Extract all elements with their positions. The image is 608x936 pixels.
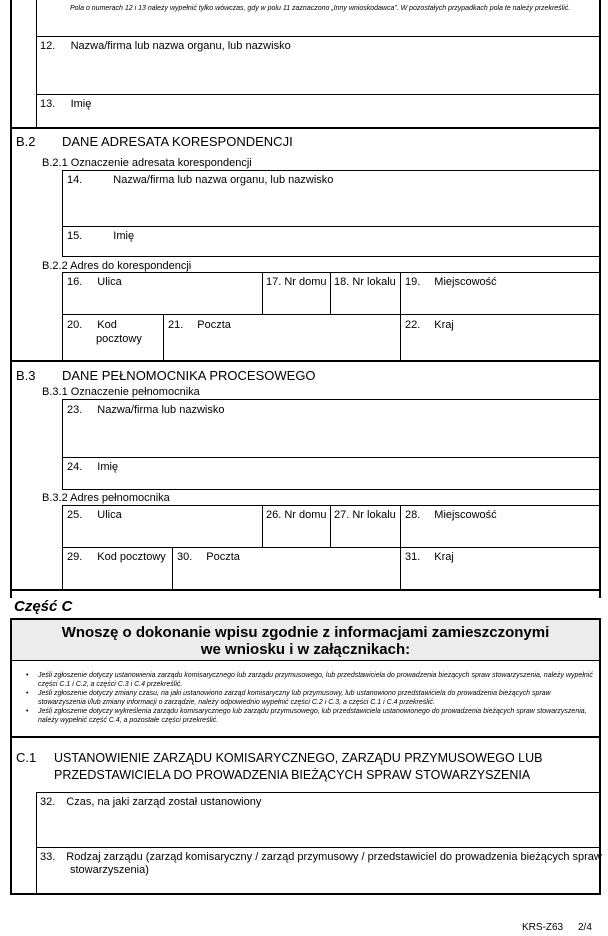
section-b31-label: B.3.1 Oznaczenie pełnomocnika xyxy=(42,386,200,398)
field-24-input[interactable] xyxy=(63,473,599,487)
field-31-label: 31. Kraj xyxy=(405,551,454,563)
field-32-input[interactable] xyxy=(37,809,599,845)
field-18-input[interactable] xyxy=(331,288,399,312)
divider xyxy=(36,36,600,37)
outer-left-border xyxy=(10,0,12,598)
part-c-header-line1: Wnoszę o dokonanie wpisu zgodnie z informacjami zamieszczonymi xyxy=(61,624,550,641)
field-14-label: 14. Nazwa/firma lub nazwa organu, lub nazwisko xyxy=(67,174,334,186)
section-c1-code: C.1 xyxy=(16,750,37,765)
divider xyxy=(62,256,600,257)
field-16-label: 16. Ulica xyxy=(67,276,122,288)
field-19-input[interactable] xyxy=(401,288,599,312)
field-27-label: 27. Nr lokalu xyxy=(334,509,396,521)
field-31-input[interactable] xyxy=(401,563,599,587)
bullet-dot-icon: • xyxy=(26,708,29,715)
field-22-input[interactable] xyxy=(401,332,599,358)
field-17-input[interactable] xyxy=(263,288,329,312)
field-25-input[interactable] xyxy=(63,521,261,545)
section-b32-label: B.3.2 Adres pełnomocnika xyxy=(42,492,170,504)
field-24-label: 24. Imię xyxy=(67,461,119,473)
field-26-input[interactable] xyxy=(263,521,329,545)
field-33-input[interactable] xyxy=(37,877,599,893)
bullet-dot-icon: • xyxy=(26,672,29,679)
section-c1-title-line2: PRZEDSTAWICIELA DO PROWADZENIA BIEŻĄCYCH SPRAW STOWARZYSZENIA xyxy=(54,768,531,782)
field-21-input[interactable] xyxy=(164,332,399,358)
divider xyxy=(62,457,600,458)
field-33-label: 33. Rodzaj zarządu (zarząd komisaryczny / zarząd przymusowy / przedstawiciel do prowadzenia bieżących spraw xyxy=(40,851,602,863)
section-b3-code: B.3 xyxy=(16,368,36,383)
field-13-input[interactable] xyxy=(37,110,599,126)
field-19-label: 19. Miejscowość xyxy=(405,276,497,288)
divider xyxy=(10,660,601,661)
field-23-input[interactable] xyxy=(63,416,599,456)
divider xyxy=(62,399,600,400)
section-divider xyxy=(10,589,601,591)
section-b21-label: B.2.1 Oznaczenie adresata korespondencji xyxy=(42,157,252,169)
divider xyxy=(62,314,600,315)
field-32-label: 32. Czas, na jaki zarząd został ustanowiony xyxy=(40,796,262,808)
field-22-label: 22. Kraj xyxy=(405,319,454,331)
field-25-label: 25. Ulica xyxy=(67,509,122,521)
instruction-bullet-3: • Jeśli zgłoszenie dotyczy wykreślenia zarządu komisarycznego lub zarządu przymusowego, lub przedstawiciela ustanowionego do prowadzenia bieżących spraw stowarzyszenia, należy wypełnić część C.4, a pozostałe części przekreślić. xyxy=(26,708,587,724)
field-30-input[interactable] xyxy=(173,563,399,587)
section-divider xyxy=(10,127,601,129)
field-15-input[interactable] xyxy=(63,242,599,255)
page-number: 2/4 xyxy=(578,922,592,933)
field-30-label: 30. Poczta xyxy=(177,551,240,563)
instruction-bullet-2: • Jeśli zgłoszenie dotyczy zmiany czasu, na jaki ustanowiono zarząd komisaryczny lub przymusowy, lub ustanowiono przedstawiciela do prowadzenia bieżących spraw stowarzyszenia i/lub zmiany informacji o zarządzie, należy odpowiednio wypełnić części C.2 i C.3, a części C.1 i C.4 przekreślić. xyxy=(26,690,551,706)
bullet-dot-icon: • xyxy=(26,690,29,697)
section-divider xyxy=(10,360,601,362)
field-20-label-line2: pocztowy xyxy=(96,333,142,345)
divider xyxy=(62,226,600,227)
part-c-title: Część C xyxy=(14,598,73,615)
field-16-input[interactable] xyxy=(63,288,261,312)
field-20-label: 20. Kod xyxy=(67,319,117,331)
field-28-input[interactable] xyxy=(401,521,599,545)
field-15-label: 15. Imię xyxy=(67,230,135,242)
section-c1-title-line1: USTANOWIENIE ZARZĄDU KOMISARYCZNEGO, ZARZĄDU PRZYMUSOWEGO LUB xyxy=(54,751,543,765)
section-divider xyxy=(10,736,601,738)
field-23-label: 23. Nazwa/firma lub nazwisko xyxy=(67,404,225,416)
divider xyxy=(62,505,600,506)
field-14-input[interactable] xyxy=(63,186,599,224)
outer-right-border xyxy=(599,0,601,598)
top-note: Pola o numerach 12 i 13 należy wypełnić tylko wówczas, gdy w polu 11 zaznaczono „Inny wnioskodawca”. W pozostałych przypadkach pola te należy przekreślić. xyxy=(70,5,571,12)
field-12-input[interactable] xyxy=(37,52,599,92)
field-13-label: 13. Imię xyxy=(40,98,92,110)
section-b3-title: DANE PEŁNOMOCNIKA PROCESOWEGO xyxy=(62,368,316,383)
instruction-bullet-1: • Jeśli zgłoszenie dotyczy ustanowienia zarządu komisarycznego lub zarządu przymusowego, lub przedstawiciela do prowadzenia bieżących spraw stowarzyszenia, należy wypełnić części C.1 i C.2, a części C.3 i C.4 przekreślić. xyxy=(26,672,593,688)
field-21-label: 21. Poczta xyxy=(168,319,231,331)
field-33-label-line2: stowarzyszenia) xyxy=(70,864,149,876)
part-c-header-line2: we wniosku i w załącznikach: xyxy=(200,641,411,658)
divider xyxy=(62,170,600,171)
divider xyxy=(36,847,600,848)
section-b22-label: B.2.2 Adres do korespondencji xyxy=(42,260,192,272)
field-17-label: 17. Nr domu xyxy=(266,276,327,288)
field-29-label: 29. Kod pocztowy xyxy=(67,551,166,563)
divider xyxy=(36,792,600,793)
divider xyxy=(62,547,600,548)
field-29-input[interactable] xyxy=(63,563,171,587)
field-26-label: 26. Nr domu xyxy=(266,509,327,521)
form-code: KRS-Z63 xyxy=(522,922,564,933)
field-18-label: 18. Nr lokalu xyxy=(334,276,396,288)
field-28-label: 28. Miejscowość xyxy=(405,509,497,521)
field-27-input[interactable] xyxy=(331,521,399,545)
divider xyxy=(62,272,600,273)
section-b2-title: DANE ADRESATA KORESPONDENCJI xyxy=(62,134,293,149)
section-b2-code: B.2 xyxy=(16,134,36,149)
field-12-label: 12. Nazwa/firma lub nazwa organu, lub nazwisko xyxy=(40,40,291,52)
divider xyxy=(36,94,600,95)
divider xyxy=(62,489,600,490)
field-20-input[interactable] xyxy=(63,346,162,358)
